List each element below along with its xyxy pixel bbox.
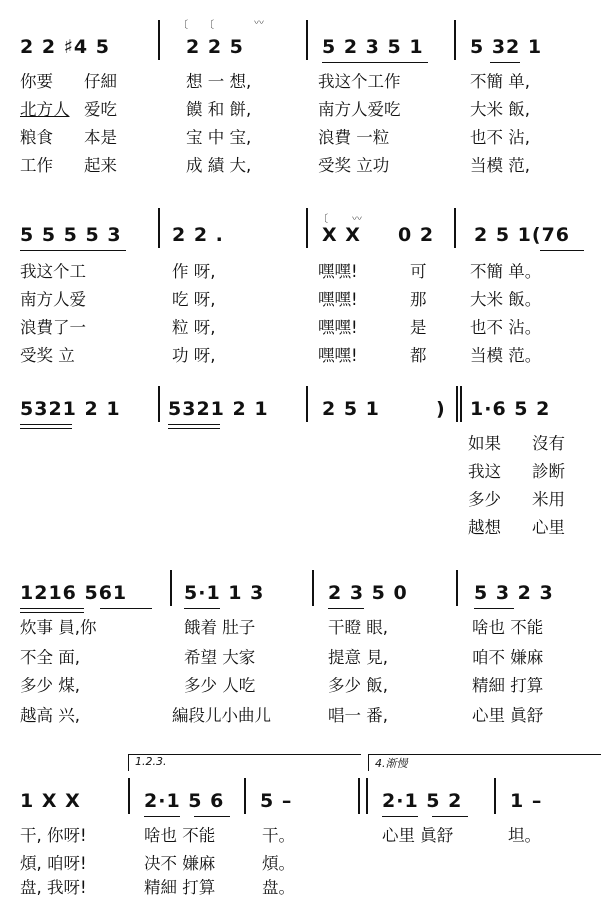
beam-underline [20,428,72,429]
lyric: 也不 沾。 [470,318,542,337]
grace-note-mark: 〔 [204,20,214,31]
lyric: 受奖 立功 [318,156,390,175]
barline [454,20,456,60]
lyric: 干瞪 眼, [328,618,388,637]
lyric: 我这个工作 [318,72,401,91]
barline [128,778,130,814]
lyric: 多少 煤, [20,676,80,695]
beam-underline [20,608,84,609]
lyric: 浪費 一粒 [318,128,390,147]
lyric: 我这 [468,462,501,481]
lyric: 决不 嫌麻 [144,854,216,873]
lyric: 都 [410,346,427,365]
measure-4: 2·1 5 2 [382,790,463,812]
lyric: 南方人爱吃 [318,100,401,119]
measure-2: 5321 2 1 [168,398,269,420]
lyric: 可 [410,262,427,281]
volta-bracket-1 [128,754,361,771]
barline [456,570,458,606]
lyric: 你要 [20,72,53,91]
lyric: 宝 中 宝, [186,128,252,147]
lyric: 北方人 [20,100,70,119]
measure-4: 5 3 2 3 [474,582,554,604]
lyric: 診断 [532,462,565,481]
lyric: 米用 [532,490,565,509]
lyric: 越高 兴, [20,706,80,725]
lyric: 不全 面, [20,648,80,667]
lyric: 精細 打算 [472,676,544,695]
lyric: 唱一 番, [328,706,388,725]
barline [306,386,308,422]
beam-underline [100,608,152,609]
lyric: 本是 [84,128,117,147]
barline [244,778,246,814]
measure-3: 2 5 1 [322,398,380,420]
lyric: 多少 飯, [328,676,388,695]
volta-label: 1.2.3. [135,755,167,768]
volta-label: 4.渐慢 [375,757,408,770]
lyric: 煩。 [262,854,295,873]
measure-5: 1 – [510,790,543,812]
lyric: 沒有 [532,434,565,453]
closing-paren: ) [436,398,446,420]
lyric: 提意 見, [328,648,388,667]
beam-underline [432,816,468,817]
lyric: 成 績 大, [186,156,252,175]
lyric: 多少 [468,490,501,509]
barline [170,570,172,606]
lyric: 嘿嘿! [318,346,358,365]
lyric: 干, 你呀! [20,826,87,845]
beam-underline [20,424,72,425]
lyric: 啥也 不能 [144,826,216,845]
trill-mark: 〰 [254,18,264,29]
lyric: 想 一 想, [186,72,252,91]
barline [306,208,308,248]
lyric: 起来 [84,156,117,175]
beam-underline [168,424,220,425]
measure-4: 1·6 5 2 [470,398,551,420]
lyric: 嘿嘿! [318,290,358,309]
barline [158,208,160,248]
lyric: 南方人爱 [20,290,86,309]
lyric: 作 呀, [172,262,216,281]
measure-3: X X [322,224,361,246]
lyric: 啥也 不能 [472,618,544,637]
lyric: 煩, 咱呀! [20,854,87,873]
lyric: 是 [410,318,427,337]
beam-underline [490,62,520,63]
measure-2: 2 2 . [172,224,224,246]
lyric: 受奖 立 [20,346,75,365]
lyric: 大米 飯。 [470,290,542,309]
beam-underline [184,608,220,609]
lyric: 那 [410,290,427,309]
barline [158,386,160,422]
beam-underline [382,816,418,817]
lyric: 咱不 嫌麻 [472,648,544,667]
lyric: 粒 呀, [172,318,216,337]
barline [456,386,458,422]
barline [454,208,456,248]
beam-underline [20,250,126,251]
barline [494,778,496,814]
lyric: 盘。 [262,878,295,897]
lyric: 越想 [468,518,501,537]
grace-note-mark: 〔 [178,20,188,31]
lyric: 嘿嘿! [318,262,358,281]
measure-3: 5 2 3 5 1 [322,36,424,58]
lyric: 盘, 我呀! [20,878,87,897]
beam-underline [144,816,180,817]
measure-2: 2 2 5 [186,36,244,58]
trill-mark: 〰 [352,214,362,225]
beam-underline [540,250,584,251]
lyric: 干。 [262,826,295,845]
measure-1: 5321 2 1 [20,398,121,420]
lyric: 嘿嘿! [318,318,358,337]
lyric: 工作 [20,156,53,175]
beam-underline [168,428,220,429]
lyric: 心里 [532,518,565,537]
lyric: 炊事 員,你 [20,618,97,637]
measure-3: 5 – [260,790,293,812]
lyric: 仔細 [84,72,117,91]
lyric: 也不 沾, [470,128,530,147]
lyric: 編段儿小曲儿 [172,706,271,725]
measure-3: 2 3 5 0 [328,582,408,604]
beam-underline [328,608,364,609]
repeat-barline [358,778,360,814]
measure-1: 1216 561 [20,582,128,604]
beam-underline [474,608,514,609]
lyric: 吃 呀, [172,290,216,309]
lyric: 餓着 肚子 [184,618,256,637]
lyric: 多少 人吃 [184,676,256,695]
barline [312,570,314,606]
measure-4: 5 32 1 [470,36,543,58]
lyric: 饃 和 餅, [186,100,252,119]
lyric: 精細 打算 [144,878,216,897]
lyric: 不簡 单。 [470,262,542,281]
measure-2: 5·1 1 3 [184,582,265,604]
measure-4: 2 5 1(76 [474,224,571,246]
beam-underline [194,816,230,817]
measure-1: 5 5 5 5 3 [20,224,122,246]
lyric: 爱吃 [84,100,117,119]
lyric: 我这个工 [20,262,86,281]
measure-2: 2·1 5 6 [144,790,225,812]
lyric: 大米 飯, [470,100,530,119]
barline [460,386,462,422]
measure-1: 1 X X [20,790,81,812]
barline [306,20,308,60]
beam-underline [322,62,428,63]
lyric: 如果 [468,434,501,453]
lyric: 粮食 [20,128,53,147]
lyric: 当模 范, [470,156,530,175]
measure-1: 2 2 ♯4 5 [20,36,110,58]
lyric: 希望 大家 [184,648,256,667]
lyric: 当模 范。 [470,346,542,365]
volta-bracket-2 [368,754,601,771]
lyric: 心里 眞舒 [472,706,544,725]
lyric: 心里 眞舒 [382,826,454,845]
lyric: 浪費了一 [20,318,86,337]
grace-note-mark: 〔 [318,214,328,225]
measure-3b: 0 2 [398,224,435,246]
barline [158,20,160,60]
lyric: 不簡 单, [470,72,530,91]
lyric: 功 呀, [172,346,216,365]
lyric: 坦。 [508,826,541,845]
repeat-barline [366,778,368,814]
